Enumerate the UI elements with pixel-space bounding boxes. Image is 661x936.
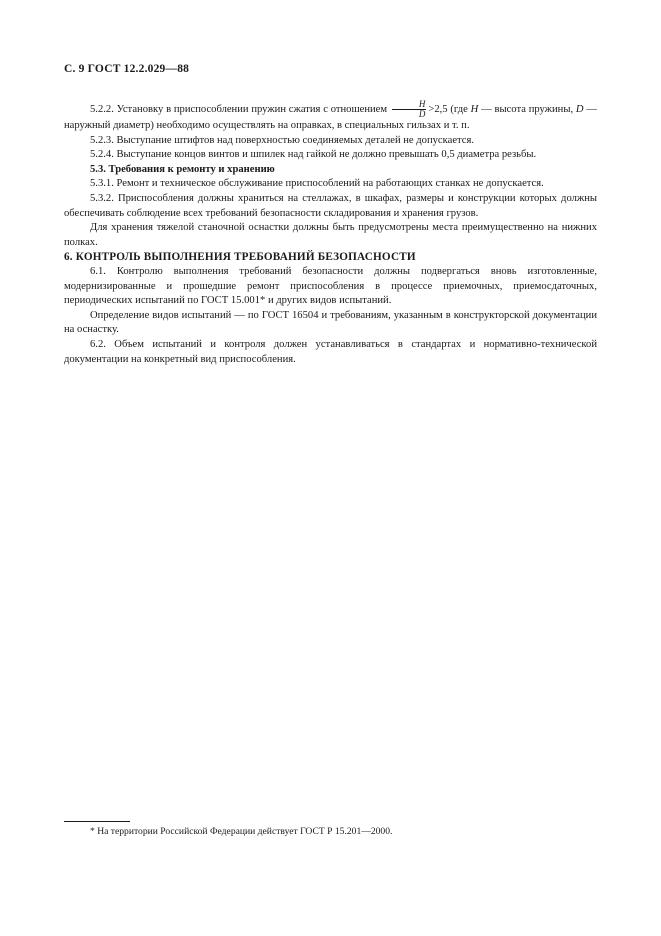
subsection-heading-5-3: 5.3. Требования к ремонту и хранению: [90, 163, 275, 175]
paragraph-6-1: 6.1. Контролю выполнения требований безопасности должны подвергаться вновь изготовленные, модернизированные и прошедшие ремонт приспособления в процессе приемочных, приемосдаточных, периодических испытаний по ГОСТ 15.001* и других видов испытаний.: [64, 265, 597, 307]
paragraph-5-2-2: [64, 100, 597, 134]
paragraph-5-2-3: 5.2.3. Выступание штифтов над поверхностью соединяемых деталей не допускается.: [90, 134, 475, 146]
paragraph-text: >2,5 (где: [428, 103, 468, 115]
paragraph-5-3-2: 5.3.2. Приспособления должны храниться на стеллажах, в шкафах, размеры и конструкции которых должны обеспечивать соблюдение всех требований безопасности складирования и хранения грузов.: [64, 192, 597, 219]
paragraph-6-1-test-types: Определение видов испытаний — по ГОСТ 16504 и требованиям, указанным в конструкторской документации на оснастку.: [64, 309, 597, 336]
variable-h: H: [470, 103, 479, 115]
fraction-numerator: H: [392, 100, 427, 110]
fraction-h-over-d: [392, 100, 427, 119]
paragraph-5-2-4: 5.2.4. Выступание концов винтов и шпилек над гайкой не должно превышать 0,5 диаметра резьбы.: [90, 149, 537, 161]
footnote: * На территории Российской Федерации действует ГОСТ Р 15.201—2000.: [90, 826, 393, 837]
paragraph-6-2: 6.2. Объем испытаний и контроля должен устанавливаться в стандартах и нормативно-технической документации на конкретный вид приспособления.: [64, 338, 597, 365]
paragraph-text: 5.2.2. Установку в приспособлении пружин сжатия с отношением: [90, 103, 388, 115]
footnote-divider: [64, 821, 130, 822]
page-header: С. 9 ГОСТ 12.2.029—88: [64, 63, 190, 75]
paragraph-text: — наружный диаметр) необходимо осуществлять на оправках, в специальных гильзах и т. п.: [64, 103, 597, 131]
paragraph-5-3-2-storage: Для хранения тяжелой станочной оснастки должны быть предусмотрены места преимущественно на нижних полках.: [64, 222, 597, 248]
document-body: [64, 100, 597, 367]
paragraph-5-3-1: 5.3.1. Ремонт и техническое обслуживание приспособлений на работающих станках не допускается.: [90, 178, 544, 190]
fraction-denominator: D: [418, 109, 426, 119]
paragraph-text: — высота пружины,: [481, 103, 574, 115]
variable-d: D: [575, 103, 584, 115]
section-heading-6: 6. КОНТРОЛЬ ВЫПОЛНЕНИЯ ТРЕБОВАНИЙ БЕЗОПАСНОСТИ: [64, 251, 416, 264]
